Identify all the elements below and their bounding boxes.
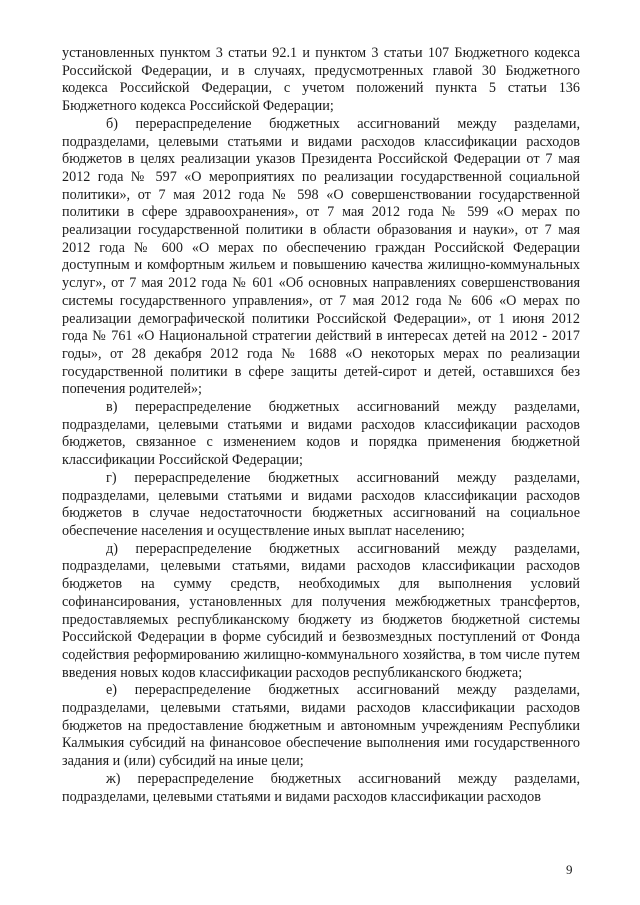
- paragraph-zh: ж) перераспределение бюджетных ассигнований между разделами, подразделами, целевыми статьями и видами расходов классификации расходов: [62, 770, 580, 805]
- paragraph-continuation: установленных пунктом 3 статьи 92.1 и пунктом 3 статьи 107 Бюджетного кодекса Российской Федерации, и в случаях, предусмотренных главой 30 Бюджетного кодекса Российской Федерации, с учетом положений пункта 5 статьи 136 Бюджетного кодекса Российской Федерации;: [62, 45, 580, 115]
- paragraph-b: б) перераспределение бюджетных ассигнований между разделами, подразделами, целевыми статьями и видами расходов классификации расходов бюджетов в целях реализации указов Президента Российской Федерации от 7 мая 2012 года № 597 «О мероприятиях по реализации государственной социальной политики», от 7 мая 2012 года № 598 «О совершенствовании государственной политики в сфере здравоохранения», от 7 мая 2012 года № 599 «О мерах по реализации государственной политики в области образования и науки», от 7 мая 2012 года № 600 «О мерах по обеспечению граждан Российской Федерации доступным и комфортным жильем и повышению качества жилищно-коммунальных услуг», от 7 мая 2012 года № 601 «Об основных направлениях совершенствования системы государственного управления», от 7 мая 2012 года № 606 «О мерах по реализации демографической политики Российской Федерации», от 1 июня 2012 года № 761 «О Национальной стратегии действий в интересах детей на 2012 - 2017 годы», от 28 декабря 2012 года № 1688 «О некоторых мерах по реализации государственной политики в сфере защиты детей-сирот и детей, оставшихся без попечения родителей»;: [62, 115, 580, 398]
- paragraph-g: г) перераспределение бюджетных ассигнований между разделами, подразделами, целевыми статьями и видами расходов классификации расходов бюджетов в случае недостаточности бюджетных ассигнований на социальное обеспечение населения и осуществление иных выплат населению;: [62, 469, 580, 539]
- page-number: 9: [566, 862, 573, 877]
- paragraph-e: е) перераспределение бюджетных ассигнований между разделами, подразделами, целевыми статьями, видами расходов классификации расходов бюджетов на предоставление бюджетным и автономным учреждениям Республики Калмыкия субсидий на финансовое обеспечение выполнения ими государственного задания и (или) субсидий на иные цели;: [62, 682, 580, 770]
- document-page: [62, 45, 580, 806]
- paragraph-d: д) перераспределение бюджетных ассигнований между разделами, подразделами, целевыми статьями, видами расходов классификации расходов бюджетов на сумму средств, необходимых для выполнения условий софинансирования, установленных для получения межбюджетных трансфертов, предоставляемых республиканскому бюджету из бюджетов бюджетной системы Российской Федерации в форме субсидий и безвозмездных поступлений от Фонда содействия реформированию жилищно-коммунального хозяйства, в том числе путем введения новых кодов классификации расходов республиканского бюджета;: [62, 540, 580, 681]
- paragraph-v: в) перераспределение бюджетных ассигнований между разделами, подразделами, целевыми статьями и видами расходов классификации расходов бюджетов, связанное с изменением кодов и порядка применения бюджетной классификации Российской Федерации;: [62, 399, 580, 469]
